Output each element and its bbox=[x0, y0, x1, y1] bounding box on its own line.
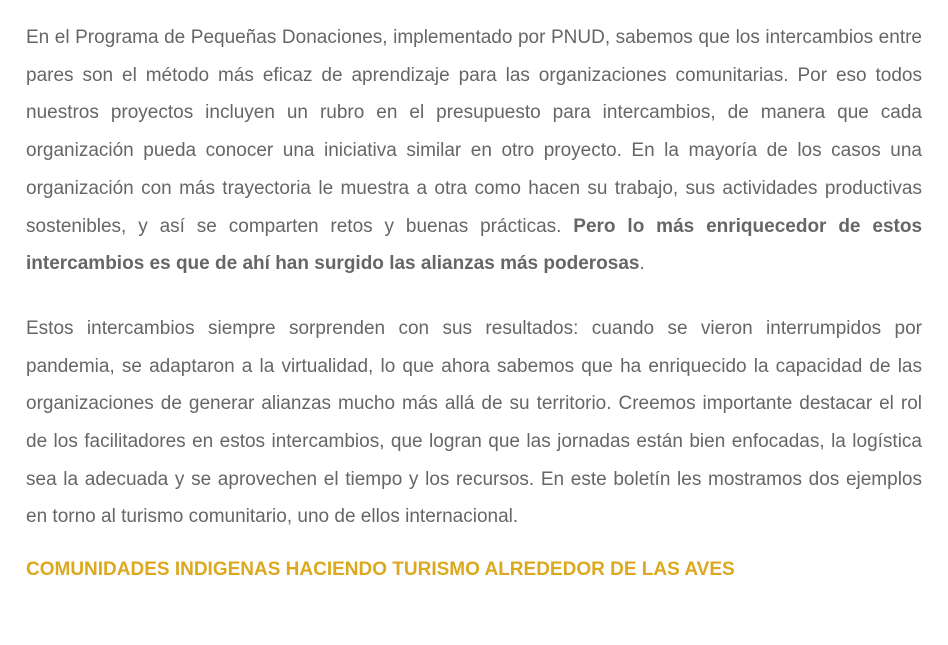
exchanges-paragraph: Estos intercambios siempre sorprenden con sus resultados: cuando se vieron interrumpidos por pandemia, se adaptaron a la virtualidad, lo que ahora sabemos que ha enriquecido la capacidad de las organizaciones de generar alianzas mucho más allá de su territorio. Creemos importante destacar el rol de los facilitadores en estos intercambios, que logran que las jornadas están bien enfocadas, la logística sea la adecuada y se aprovechen el tiempo y los recursos. En este boletín les mostramos dos ejemplos en torno al turismo comunitario, uno de ellos internacional. bbox=[26, 317, 922, 528]
intro-paragraph-highlight: Pero lo más enriquecedor de estos intercambios es que de ahí han surgido las alianzas más poderosas bbox=[26, 215, 923, 275]
section-heading: COMUNIDADES INDIGENAS HACIENDO TURISMO ALREDEDOR DE LAS AVES bbox=[26, 559, 735, 581]
intro-paragraph bbox=[26, 19, 922, 283]
article-body bbox=[26, 0, 922, 585]
intro-paragraph-tail: . bbox=[639, 253, 645, 275]
intro-paragraph-text: En el Programa de Pequeñas Donaciones, implementado por PNUD, sabemos que los intercambios entre pares son el método más eficaz de aprendizaje para las organizaciones comunitarias. Por eso todos nuestros proyectos incluyen un rubro en el presupuesto para intercambios, de manera que cada organización pueda conocer una iniciativa similar en otro proyecto. En la mayoría de los casos una organización con más trayectoria le muestra a otra como hacen su trabajo, sus actividades productivas sostenibles, y así se comparten retos y buenas prácticas. bbox=[26, 27, 922, 237]
